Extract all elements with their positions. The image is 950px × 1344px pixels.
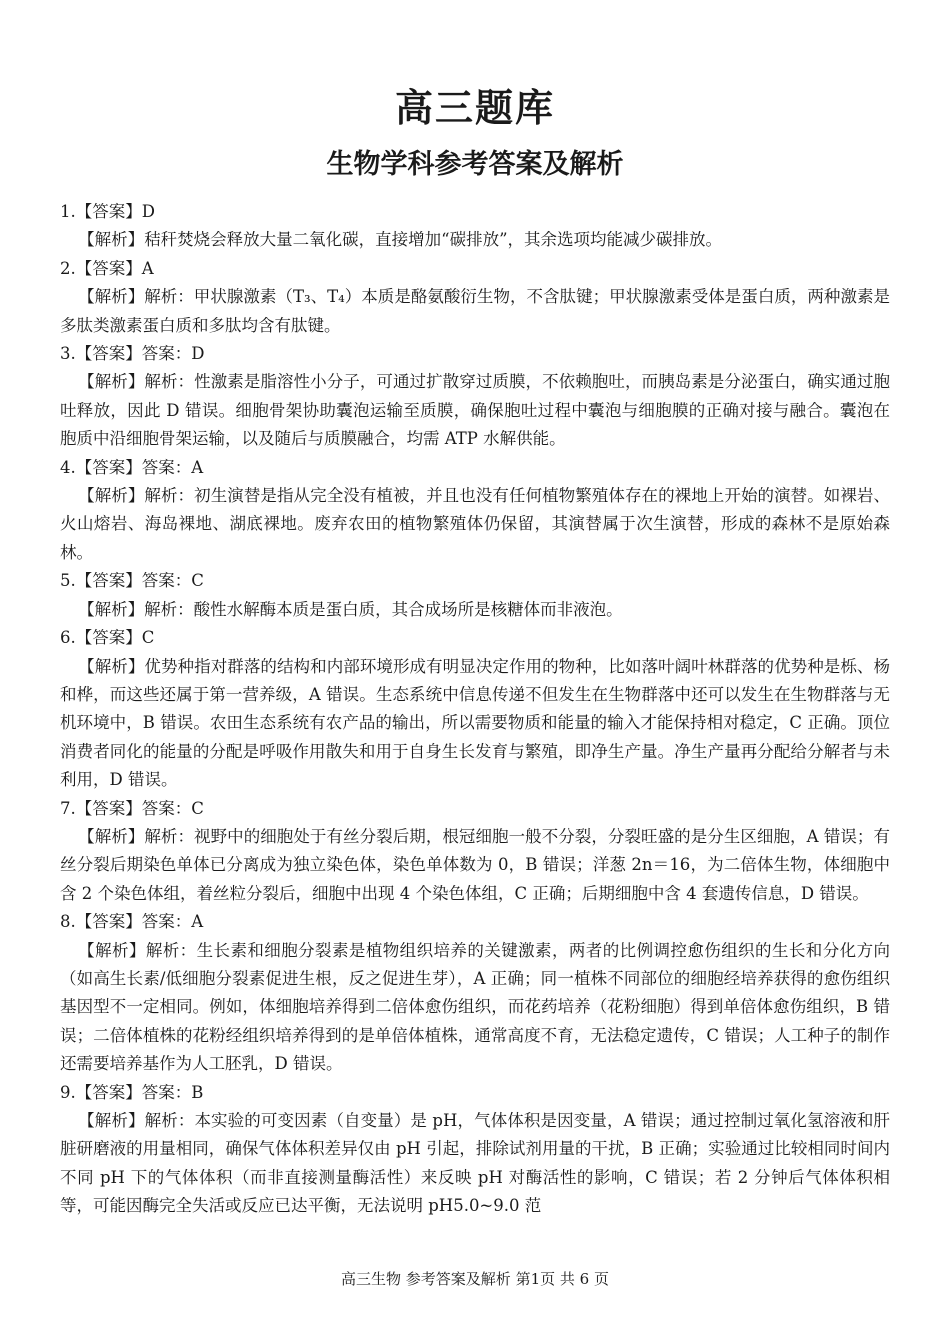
answer-item <box>60 1079 890 1221</box>
answer-item <box>60 624 890 794</box>
answer-line: 5.【答案】答案：C <box>60 571 204 591</box>
answer-line: 3.【答案】答案：D <box>60 344 205 364</box>
explanation-text: 【解析】优势种指对群落的结构和内部环境形成有明显决定作用的物种，比如落叶阔叶林群落的优势种是栎、杨和桦，而这些还属于第一营养级，A 错误。生态系统中信息传递不但发生在生物群落中还可以发生在生物群落与无机环境中，B 错误。农田生态系统有农产品的输出，所以需要物质和能量的输入才能保持相对稳定，C 正确。顶位消费者同化的能量的分配是呼吸作用散失和用于自身生长发育与繁殖，即净生产量。净生产量再分配给分解者与未利用，D 错误。 <box>60 656 890 790</box>
answer-line: 6.【答案】C <box>60 628 155 648</box>
answer-item <box>60 795 890 909</box>
answer-item <box>60 567 890 624</box>
explanation-text: 【解析】解析：视野中的细胞处于有丝分裂后期，根冠细胞一般不分裂，分裂旺盛的是分生区细胞，A 错误；有丝分裂后期染色单体已分离成为独立染色体，染色单体数为 0，B 错误；洋葱 2n＝16，为二倍体生物，体细胞中含 2 个染色体组，着丝粒分裂后，细胞中出现 4 个染色体组，C 正确；后期细胞中含 4 套遗传信息，D 错误。 <box>60 826 890 903</box>
answer-list <box>60 198 890 1221</box>
answer-item <box>60 908 890 1078</box>
page-footer: 高三生物 参考答案及解析 第1页 共 6 页 <box>341 1270 609 1288</box>
answer-line: 9.【答案】答案：B <box>60 1082 204 1102</box>
explanation-text: 【解析】解析：生长素和细胞分裂素是植物组织培养的关键激素，两者的比例调控愈伤组织的生长和分化方向（如高生长素/低细胞分裂素促进生根，反之促进生芽），A 正确；同一植株不同部位的细胞经培养获得的愈伤组织基因型不一定相同。例如，体细胞培养得到二倍体愈伤组织，而花药培养（花粉细胞）得到单倍体愈伤组织，B 错误；二倍体植株的花粉经组织培养得到的是单倍体植株，通常高度不育，无法稳定遗传，C 错误；人工种子的制作还需要培养基作为人工胚乳，D 错误。 <box>60 940 890 1074</box>
explanation-text: 【解析】解析：本实验的可变因素（自变量）是 pH，气体体积是因变量，A 错误；通过控制过氧化氢溶液和肝脏研磨液的用量相同，确保气体体积差异仅由 pH 引起，排除试剂用量的干扰，B 正确；实验通过比较相同时间内不同 pH 下的气体体积（而非直接测量酶活性）来反映 pH 对酶活性的影响，C 错误；若 2 分钟后气体体积相等，可能因酶完全失活或反应已达平衡，无法说明 pH5.0~9.0 范 <box>60 1111 890 1216</box>
explanation-text: 【解析】解析：初生演替是指从完全没有植被，并且也没有任何植物繁殖体存在的裸地上开始的演替。如裸岩、火山熔岩、海岛裸地、湖底裸地。废弃农田的植物繁殖体仍保留，其演替属于次生演替，形成的森林不是原始森林。 <box>60 486 890 562</box>
answer-line: 4.【答案】答案：A <box>60 457 204 477</box>
answer-line: 8.【答案】答案：A <box>60 912 204 932</box>
page-subtitle: 生物学科参考答案及解析 <box>326 149 624 180</box>
explanation-text: 【解析】解析：甲状腺激素（T₃、T₄）本质是酪氨酸衍生物，不含肽键；甲状腺激素受体是蛋白质，两种激素是多肽类激素蛋白质和多肽均含有肽键。 <box>60 287 890 335</box>
answer-line: 2.【答案】A <box>60 258 154 278</box>
explanation-text: 【解析】解析：酸性水解酶本质是蛋白质，其合成场所是核糖体而非液泡。 <box>78 599 623 619</box>
explanation-text: 【解析】解析：性激素是脂溶性小分子，可通过扩散穿过质膜，不依赖胞吐，而胰岛素是分泌蛋白，确实通过胞吐释放，因此 D 错误。细胞骨架协助囊泡运输至质膜，确保胞吐过程中囊泡与细胞膜的正确对接与融合。囊泡在胞质中沿细胞骨架运输，以及随后与质膜融合，均需 ATP 水解供能。 <box>60 372 890 449</box>
answer-item <box>60 340 890 454</box>
answer-line: 7.【答案】答案：C <box>60 798 204 818</box>
answer-item <box>60 255 890 340</box>
answer-line: 1.【答案】D <box>60 202 155 221</box>
explanation-text: 【解析】秸秆焚烧会释放大量二氧化碳，直接增加“碳排放”，其余选项均能减少碳排放。 <box>78 230 723 250</box>
page-title: 高三题库 <box>394 86 555 130</box>
answer-item <box>60 198 890 255</box>
answer-item <box>60 454 890 568</box>
